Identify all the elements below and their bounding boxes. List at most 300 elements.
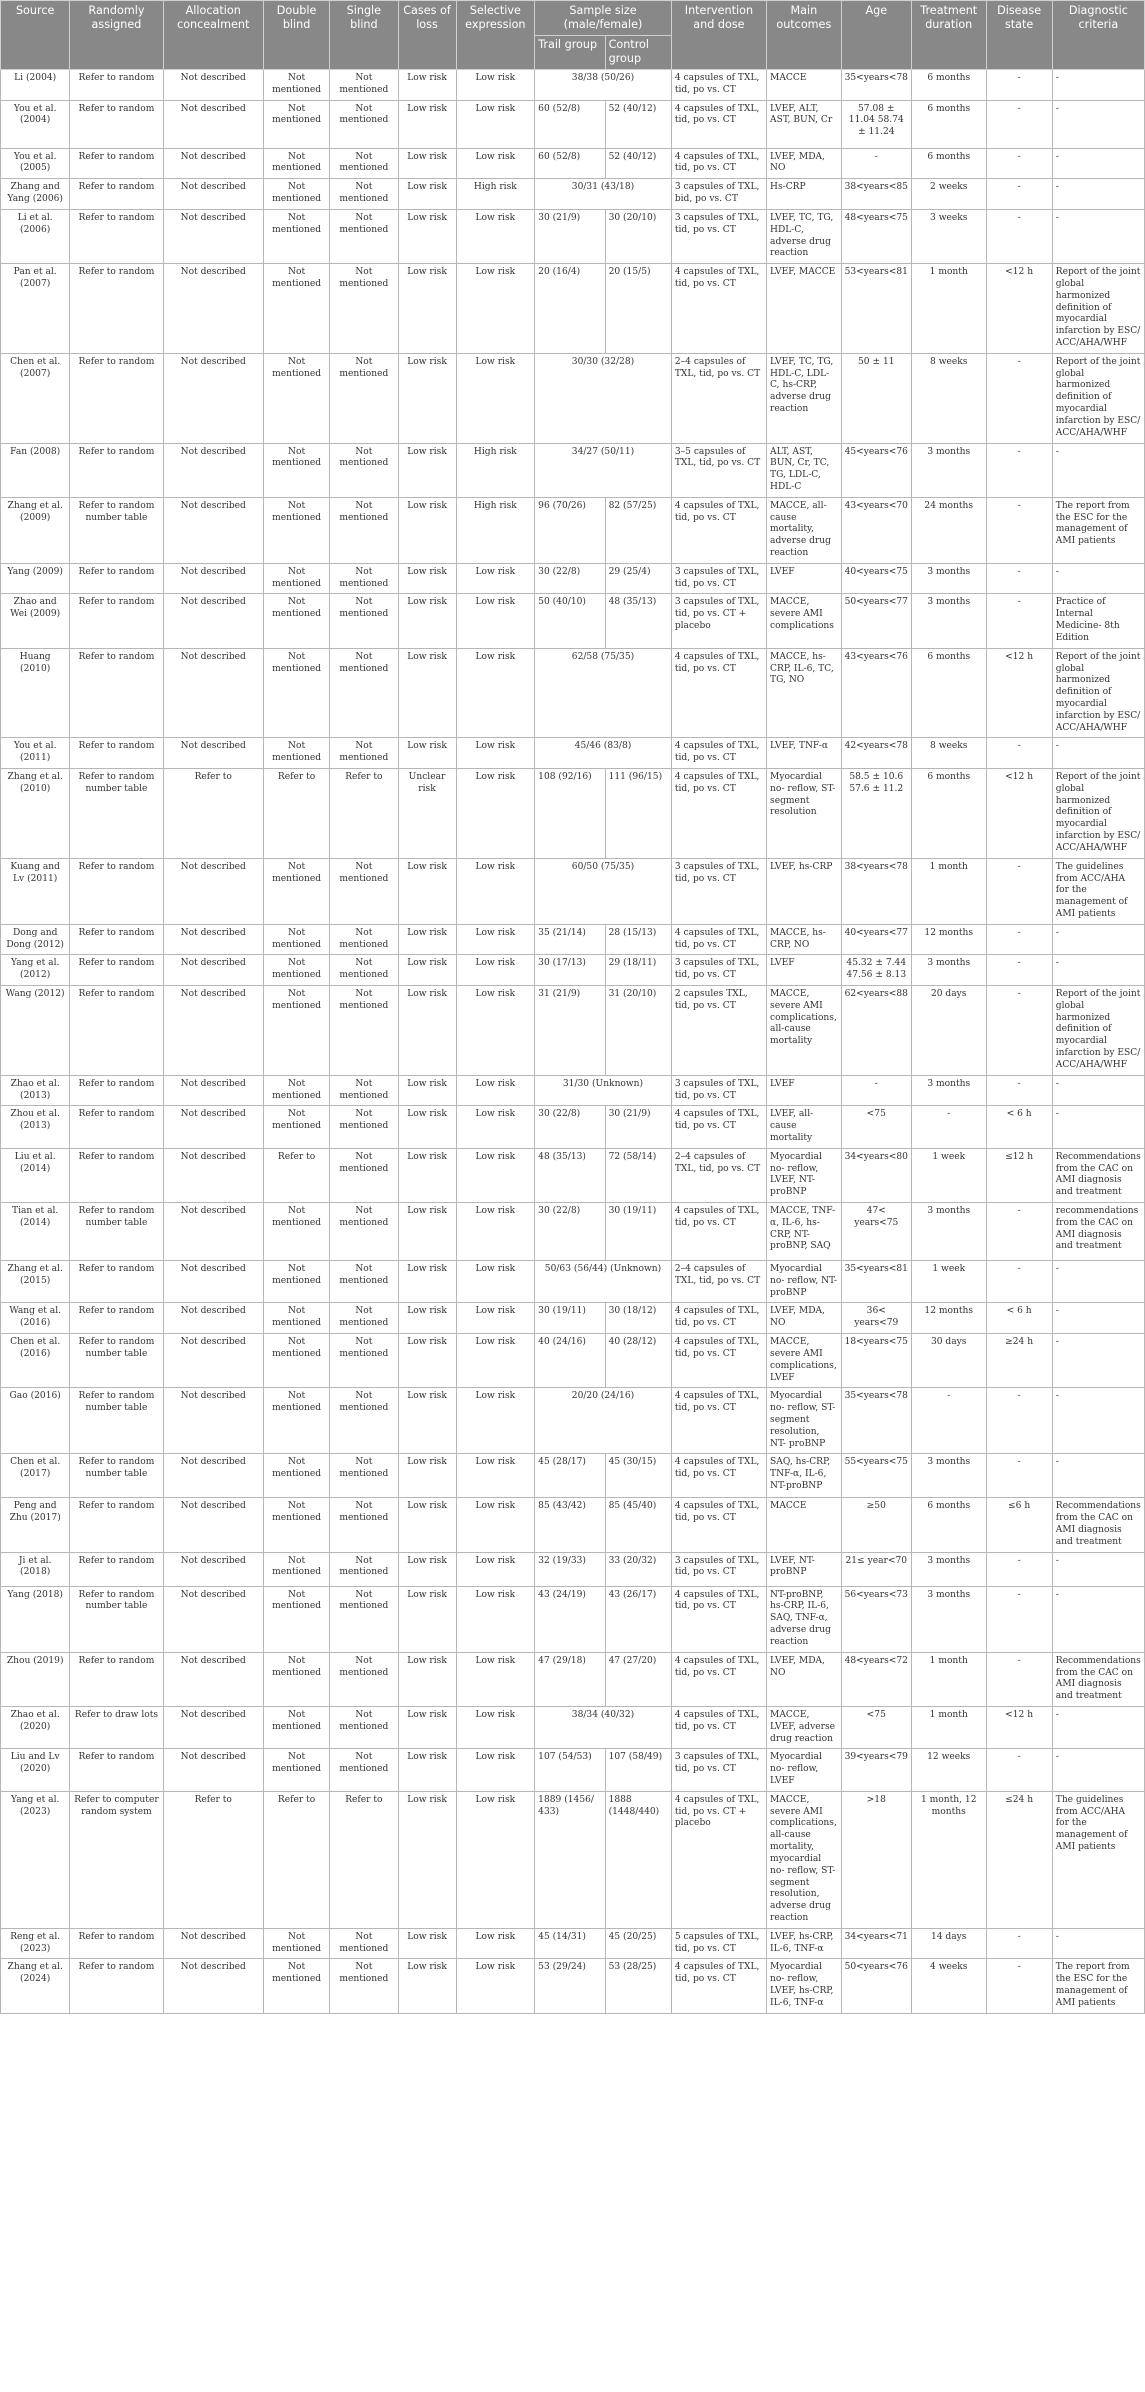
control-group-cell: 47 (27/20) (605, 1652, 671, 1706)
control-group-cell: 29 (18/11) (605, 955, 671, 986)
disease-state-cell: - (986, 443, 1052, 497)
trail-group-cell: 34/27 (50/11) (535, 443, 672, 497)
trail-group-cell: 53 (29/24) (535, 1959, 605, 2013)
trail-group-cell: 96 (70/26) (535, 497, 605, 563)
table-row (1, 769, 1145, 859)
source-cell: Zhang et al. (2010) (1, 769, 70, 859)
main-outcomes-cell: MACCE, hs- CRP, NO (767, 924, 842, 955)
table-body (1, 70, 1145, 2014)
cases-of-loss-cell: Low risk (398, 1552, 456, 1586)
control-group-cell: 82 (57/25) (605, 497, 671, 563)
age-cell: <75 (841, 1106, 911, 1148)
allocation-concealment-cell: Not described (163, 1552, 263, 1586)
trail-group-cell: 38/34 (40/32) (535, 1706, 672, 1748)
trail-group-cell: 1889 (1456/ 433) (535, 1791, 605, 1928)
diagnostic-criteria-cell: - (1052, 100, 1144, 148)
header-row (1, 1, 1145, 36)
selective-expression-cell: Low risk (456, 1791, 535, 1928)
allocation-concealment-cell: Not described (163, 209, 263, 263)
main-outcomes-cell: LVEF, MDA, NO (767, 1652, 842, 1706)
table-row (1, 1388, 1145, 1454)
treatment-duration-cell: 6 months (911, 148, 986, 179)
cases-of-loss-cell: Low risk (398, 353, 456, 443)
allocation-concealment-cell: Not described (163, 1959, 263, 2013)
selective-expression-cell: High risk (456, 179, 535, 210)
control-group-cell: 45 (30/15) (605, 1454, 671, 1498)
double-blind-cell: Not mentioned (263, 1303, 329, 1334)
treatment-duration-cell: 24 months (911, 497, 986, 563)
table-row (1, 986, 1145, 1076)
control-group-cell: 29 (25/4) (605, 563, 671, 594)
diagnostic-criteria-cell: - (1052, 70, 1144, 101)
allocation-concealment-cell: Not described (163, 1498, 263, 1552)
intervention-cell: 4 capsules of TXL, tid, po vs. CT (671, 1388, 766, 1454)
main-outcomes-cell: MACCE, severe AMI complications, all-cause mortality (767, 986, 842, 1076)
table-row (1, 100, 1145, 148)
disease-state-cell: - (986, 563, 1052, 594)
age-cell: 34<years<80 (841, 1148, 911, 1202)
control-group-cell: 30 (19/11) (605, 1203, 671, 1261)
diagnostic-criteria-cell: - (1052, 1586, 1144, 1652)
randomly-assigned-cell: Refer to random number table (70, 1586, 163, 1652)
age-cell: 56<years<73 (841, 1586, 911, 1652)
randomly-assigned-cell: Refer to random (70, 1498, 163, 1552)
disease-state-cell: - (986, 1388, 1052, 1454)
intervention-cell: 3 capsules of TXL, tid, po vs. CT + placebo (671, 594, 766, 648)
diagnostic-criteria-cell: Report of the joint global harmonized definition of myocardial infarction by ESC/ ACC/AHA/WHF (1052, 353, 1144, 443)
randomly-assigned-cell: Refer to random (70, 986, 163, 1076)
cases-of-loss-cell: Unclear risk (398, 769, 456, 859)
selective-expression-cell: Low risk (456, 1959, 535, 2013)
double-blind-cell: Not mentioned (263, 1261, 329, 1303)
cases-of-loss-cell: Low risk (398, 1791, 456, 1928)
source-cell: Wang (2012) (1, 986, 70, 1076)
control-group-cell: 107 (58/49) (605, 1749, 671, 1791)
single-blind-cell: Not mentioned (330, 858, 398, 924)
table-row (1, 955, 1145, 986)
column-subheader: Control group (605, 36, 671, 70)
trail-group-cell: 50 (40/10) (535, 594, 605, 648)
treatment-duration-cell: 3 weeks (911, 209, 986, 263)
diagnostic-criteria-cell: The guidelines from ACC/AHA for the management of AMI patients (1052, 1791, 1144, 1928)
selective-expression-cell: Low risk (456, 1706, 535, 1748)
disease-state-cell: - (986, 1928, 1052, 1959)
double-blind-cell: Not mentioned (263, 353, 329, 443)
main-outcomes-cell: Hs-CRP (767, 179, 842, 210)
diagnostic-criteria-cell: - (1052, 1106, 1144, 1148)
source-cell: Li (2004) (1, 70, 70, 101)
diagnostic-criteria-cell: Recommendations from the CAC on AMI diagnosis and treatment (1052, 1652, 1144, 1706)
selective-expression-cell: Low risk (456, 209, 535, 263)
disease-state-cell: - (986, 1261, 1052, 1303)
age-cell: 21≤ year<70 (841, 1552, 911, 1586)
single-blind-cell: Not mentioned (330, 955, 398, 986)
single-blind-cell: Not mentioned (330, 70, 398, 101)
treatment-duration-cell: 30 days (911, 1334, 986, 1388)
selective-expression-cell: High risk (456, 443, 535, 497)
cases-of-loss-cell: Low risk (398, 1706, 456, 1748)
single-blind-cell: Not mentioned (330, 1388, 398, 1454)
double-blind-cell: Not mentioned (263, 1454, 329, 1498)
control-group-cell: 31 (20/10) (605, 986, 671, 1076)
selective-expression-cell: Low risk (456, 986, 535, 1076)
age-cell: 18<years<75 (841, 1334, 911, 1388)
cases-of-loss-cell: Low risk (398, 179, 456, 210)
source-cell: Chen et al. (2007) (1, 353, 70, 443)
disease-state-cell: - (986, 148, 1052, 179)
disease-state-cell: - (986, 1652, 1052, 1706)
selective-expression-cell: Low risk (456, 1148, 535, 1202)
table-row (1, 924, 1145, 955)
intervention-cell: 4 capsules of TXL, tid, po vs. CT (671, 648, 766, 738)
intervention-cell: 4 capsules of TXL, tid, po vs. CT (671, 264, 766, 354)
allocation-concealment-cell: Not described (163, 148, 263, 179)
age-cell: ≥50 (841, 1498, 911, 1552)
double-blind-cell: Not mentioned (263, 738, 329, 769)
diagnostic-criteria-cell: Report of the joint global harmonized definition of myocardial infarction by ESC/ ACC/AHA/WHF (1052, 648, 1144, 738)
selective-expression-cell: Low risk (456, 858, 535, 924)
single-blind-cell: Not mentioned (330, 986, 398, 1076)
allocation-concealment-cell: Not described (163, 1075, 263, 1106)
double-blind-cell: Not mentioned (263, 955, 329, 986)
double-blind-cell: Not mentioned (263, 594, 329, 648)
table-row (1, 1261, 1145, 1303)
intervention-cell: 4 capsules of TXL, tid, po vs. CT (671, 738, 766, 769)
control-group-cell: 30 (20/10) (605, 209, 671, 263)
source-cell: Dong and Dong (2012) (1, 924, 70, 955)
double-blind-cell: Not mentioned (263, 648, 329, 738)
double-blind-cell: Not mentioned (263, 264, 329, 354)
control-group-cell: 33 (20/32) (605, 1552, 671, 1586)
table-row (1, 563, 1145, 594)
single-blind-cell: Not mentioned (330, 1586, 398, 1652)
table-row (1, 1148, 1145, 1202)
allocation-concealment-cell: Not described (163, 1928, 263, 1959)
control-group-cell: 111 (96/15) (605, 769, 671, 859)
trail-group-cell: 30 (22/8) (535, 1203, 605, 1261)
selective-expression-cell: Low risk (456, 353, 535, 443)
disease-state-cell: - (986, 955, 1052, 986)
randomly-assigned-cell: Refer to random number table (70, 1203, 163, 1261)
double-blind-cell: Refer to (263, 1148, 329, 1202)
double-blind-cell: Not mentioned (263, 1334, 329, 1388)
cases-of-loss-cell: Low risk (398, 858, 456, 924)
source-cell: Liu and Lv (2020) (1, 1749, 70, 1791)
double-blind-cell: Not mentioned (263, 497, 329, 563)
source-cell: Pan et al. (2007) (1, 264, 70, 354)
disease-state-cell: - (986, 1749, 1052, 1791)
allocation-concealment-cell: Not described (163, 1334, 263, 1388)
table-row (1, 264, 1145, 354)
single-blind-cell: Not mentioned (330, 497, 398, 563)
allocation-concealment-cell: Not described (163, 443, 263, 497)
randomly-assigned-cell: Refer to random (70, 738, 163, 769)
table-row (1, 1334, 1145, 1388)
cases-of-loss-cell: Low risk (398, 986, 456, 1076)
trail-group-cell: 30/30 (32/28) (535, 353, 672, 443)
main-outcomes-cell: LVEF, all-cause mortality (767, 1106, 842, 1148)
source-cell: Zhang et al. (2024) (1, 1959, 70, 2013)
trail-group-cell: 45 (28/17) (535, 1454, 605, 1498)
column-header: Disease state (986, 1, 1052, 70)
cases-of-loss-cell: Low risk (398, 594, 456, 648)
disease-state-cell: - (986, 1586, 1052, 1652)
intervention-cell: 3 capsules of TXL, tid, po vs. CT (671, 955, 766, 986)
trail-group-cell: 30 (19/11) (535, 1303, 605, 1334)
age-cell: 34<years<71 (841, 1928, 911, 1959)
cases-of-loss-cell: Low risk (398, 497, 456, 563)
disease-state-cell: - (986, 738, 1052, 769)
control-group-cell: 52 (40/12) (605, 148, 671, 179)
trail-group-cell: 30 (17/13) (535, 955, 605, 986)
table-row (1, 497, 1145, 563)
trail-group-cell: 30 (22/8) (535, 1106, 605, 1148)
allocation-concealment-cell: Not described (163, 1303, 263, 1334)
selective-expression-cell: Low risk (456, 1106, 535, 1148)
single-blind-cell: Refer to (330, 1791, 398, 1928)
randomly-assigned-cell: Refer to random (70, 1261, 163, 1303)
single-blind-cell: Refer to (330, 769, 398, 859)
treatment-duration-cell: 1 week (911, 1148, 986, 1202)
source-cell: Wang et al. (2016) (1, 1303, 70, 1334)
age-cell: 36< years<79 (841, 1303, 911, 1334)
table-row (1, 1075, 1145, 1106)
treatment-duration-cell: 1 month, 12 months (911, 1791, 986, 1928)
age-cell: 43<years<76 (841, 648, 911, 738)
control-group-cell: 72 (58/14) (605, 1148, 671, 1202)
double-blind-cell: Not mentioned (263, 1749, 329, 1791)
trail-group-cell: 47 (29/18) (535, 1652, 605, 1706)
main-outcomes-cell: LVEF (767, 1075, 842, 1106)
age-cell: 50<years<76 (841, 1959, 911, 2013)
trail-group-cell: 108 (92/16) (535, 769, 605, 859)
intervention-cell: 4 capsules of TXL, tid, po vs. CT (671, 769, 766, 859)
diagnostic-criteria-cell: Practice of Internal Medicine- 8th Edition (1052, 594, 1144, 648)
treatment-duration-cell: 6 months (911, 100, 986, 148)
column-header: Double blind (263, 1, 329, 70)
cases-of-loss-cell: Low risk (398, 1928, 456, 1959)
age-cell: 39<years<79 (841, 1749, 911, 1791)
main-outcomes-cell: Myocardial no- reflow, ST- segment resolution (767, 769, 842, 859)
randomly-assigned-cell: Refer to random (70, 648, 163, 738)
randomly-assigned-cell: Refer to random (70, 1652, 163, 1706)
disease-state-cell: - (986, 209, 1052, 263)
selective-expression-cell: Low risk (456, 594, 535, 648)
intervention-cell: 3 capsules of TXL, bid, po vs. CT (671, 179, 766, 210)
treatment-duration-cell: 3 months (911, 563, 986, 594)
selective-expression-cell: Low risk (456, 1652, 535, 1706)
selective-expression-cell: Low risk (456, 1203, 535, 1261)
intervention-cell: 4 capsules of TXL, tid, po vs. CT (671, 100, 766, 148)
diagnostic-criteria-cell: Report of the joint global harmonized definition of myocardial infarction by ESC/ ACC/AHA/WHF (1052, 769, 1144, 859)
randomly-assigned-cell: Refer to random (70, 443, 163, 497)
control-group-cell: 52 (40/12) (605, 100, 671, 148)
treatment-duration-cell: 6 months (911, 70, 986, 101)
double-blind-cell: Not mentioned (263, 148, 329, 179)
selective-expression-cell: Low risk (456, 1552, 535, 1586)
table-row (1, 1586, 1145, 1652)
disease-state-cell: - (986, 179, 1052, 210)
source-cell: Zhang et al. (2009) (1, 497, 70, 563)
double-blind-cell: Not mentioned (263, 1388, 329, 1454)
allocation-concealment-cell: Not described (163, 1706, 263, 1748)
double-blind-cell: Not mentioned (263, 209, 329, 263)
single-blind-cell: Not mentioned (330, 594, 398, 648)
intervention-cell: 3 capsules of TXL, tid, po vs. CT (671, 209, 766, 263)
age-cell: 50 ± 11 (841, 353, 911, 443)
table-row (1, 1454, 1145, 1498)
allocation-concealment-cell: Not described (163, 179, 263, 210)
main-outcomes-cell: MACCE (767, 70, 842, 101)
table-row (1, 1552, 1145, 1586)
column-header: Intervention and dose (671, 1, 766, 70)
diagnostic-criteria-cell: - (1052, 1075, 1144, 1106)
diagnostic-criteria-cell: Report of the joint global harmonized definition of myocardial infarction by ESC/ ACC/AHA/WHF (1052, 264, 1144, 354)
single-blind-cell: Not mentioned (330, 1959, 398, 2013)
allocation-concealment-cell: Not described (163, 1586, 263, 1652)
trail-group-cell: 20 (16/4) (535, 264, 605, 354)
cases-of-loss-cell: Low risk (398, 1959, 456, 2013)
single-blind-cell: Not mentioned (330, 1498, 398, 1552)
main-outcomes-cell: Myocardial no- reflow, LVEF (767, 1749, 842, 1791)
disease-state-cell: - (986, 1075, 1052, 1106)
source-cell: Yang et al. (2023) (1, 1791, 70, 1928)
source-cell: Zhao and Wei (2009) (1, 594, 70, 648)
trail-group-cell: 85 (43/42) (535, 1498, 605, 1552)
randomly-assigned-cell: Refer to random number table (70, 1334, 163, 1388)
intervention-cell: 3–5 capsules of TXL, tid, po vs. CT (671, 443, 766, 497)
age-cell: 47< years<75 (841, 1203, 911, 1261)
diagnostic-criteria-cell: - (1052, 1749, 1144, 1791)
selective-expression-cell: Low risk (456, 100, 535, 148)
treatment-duration-cell: 6 months (911, 1498, 986, 1552)
source-cell: Gao (2016) (1, 1388, 70, 1454)
randomly-assigned-cell: Refer to random (70, 1075, 163, 1106)
single-blind-cell: Not mentioned (330, 148, 398, 179)
table-row (1, 594, 1145, 648)
disease-state-cell: - (986, 100, 1052, 148)
cases-of-loss-cell: Low risk (398, 1303, 456, 1334)
intervention-cell: 4 capsules of TXL, tid, po vs. CT (671, 1959, 766, 2013)
treatment-duration-cell: 3 months (911, 443, 986, 497)
intervention-cell: 3 capsules of TXL, tid, po vs. CT (671, 563, 766, 594)
selective-expression-cell: Low risk (456, 1303, 535, 1334)
disease-state-cell: - (986, 1203, 1052, 1261)
single-blind-cell: Not mentioned (330, 738, 398, 769)
column-header: Single blind (330, 1, 398, 70)
double-blind-cell: Not mentioned (263, 924, 329, 955)
disease-state-cell: - (986, 1454, 1052, 1498)
column-header: Cases of loss (398, 1, 456, 70)
source-cell: You et al. (2011) (1, 738, 70, 769)
intervention-cell: 4 capsules of TXL, tid, po vs. CT (671, 1203, 766, 1261)
source-cell: Peng and Zhu (2017) (1, 1498, 70, 1552)
randomly-assigned-cell: Refer to random (70, 1928, 163, 1959)
age-cell: 48<years<72 (841, 1652, 911, 1706)
cases-of-loss-cell: Low risk (398, 1334, 456, 1388)
main-outcomes-cell: LVEF, NT- proBNP (767, 1552, 842, 1586)
source-cell: Yang (2009) (1, 563, 70, 594)
randomly-assigned-cell: Refer to random (70, 70, 163, 101)
single-blind-cell: Not mentioned (330, 209, 398, 263)
randomly-assigned-cell: Refer to random (70, 1749, 163, 1791)
allocation-concealment-cell: Not described (163, 986, 263, 1076)
allocation-concealment-cell: Not described (163, 1203, 263, 1261)
main-outcomes-cell: LVEF, hs-CRP (767, 858, 842, 924)
age-cell: 55<years<75 (841, 1454, 911, 1498)
trail-group-cell: 43 (24/19) (535, 1586, 605, 1652)
diagnostic-criteria-cell: - (1052, 1706, 1144, 1748)
double-blind-cell: Not mentioned (263, 443, 329, 497)
single-blind-cell: Not mentioned (330, 1303, 398, 1334)
single-blind-cell: Not mentioned (330, 443, 398, 497)
trail-group-cell: 35 (21/14) (535, 924, 605, 955)
disease-state-cell: - (986, 986, 1052, 1076)
table-row (1, 353, 1145, 443)
intervention-cell: 5 capsules of TXL, tid, po vs. CT (671, 1928, 766, 1959)
main-outcomes-cell: NT-proBNP, hs-CRP, IL-6, SAQ, TNF-α, adverse drug reaction (767, 1586, 842, 1652)
selective-expression-cell: Low risk (456, 1261, 535, 1303)
treatment-duration-cell: 12 months (911, 924, 986, 955)
cases-of-loss-cell: Low risk (398, 1749, 456, 1791)
single-blind-cell: Not mentioned (330, 1928, 398, 1959)
column-header: Allocation concealment (163, 1, 263, 70)
disease-state-cell: <12 h (986, 264, 1052, 354)
single-blind-cell: Not mentioned (330, 648, 398, 738)
trail-group-cell: 60 (52/8) (535, 148, 605, 179)
main-outcomes-cell: MACCE (767, 1498, 842, 1552)
trail-group-cell: 62/58 (75/35) (535, 648, 672, 738)
trail-group-cell: 40 (24/16) (535, 1334, 605, 1388)
selective-expression-cell: Low risk (456, 955, 535, 986)
single-blind-cell: Not mentioned (330, 563, 398, 594)
column-header: Selective expression (456, 1, 535, 70)
main-outcomes-cell: LVEF, TC, TG, HDL-C, LDL-C, hs-CRP, adverse drug reaction (767, 353, 842, 443)
main-outcomes-cell: LVEF, ALT, AST, BUN, Cr (767, 100, 842, 148)
selective-expression-cell: Low risk (456, 563, 535, 594)
table-row (1, 1791, 1145, 1928)
disease-state-cell: - (986, 1552, 1052, 1586)
intervention-cell: 2–4 capsules of TXL, tid, po vs. CT (671, 1261, 766, 1303)
age-cell: 45<years<76 (841, 443, 911, 497)
source-cell: Tian et al. (2014) (1, 1203, 70, 1261)
age-cell: 35<years<81 (841, 1261, 911, 1303)
table-row (1, 738, 1145, 769)
age-cell: <75 (841, 1706, 911, 1748)
single-blind-cell: Not mentioned (330, 1261, 398, 1303)
disease-state-cell: <12 h (986, 1706, 1052, 1748)
main-outcomes-cell: MACCE, TNF-α, IL-6, hs-CRP, NT- proBNP, SAQ (767, 1203, 842, 1261)
single-blind-cell: Not mentioned (330, 1203, 398, 1261)
randomly-assigned-cell: Refer to random (70, 179, 163, 210)
intervention-cell: 4 capsules of TXL, tid, po vs. CT (671, 148, 766, 179)
column-header: Source (1, 1, 70, 70)
main-outcomes-cell: LVEF (767, 955, 842, 986)
disease-state-cell: - (986, 70, 1052, 101)
treatment-duration-cell: 3 months (911, 1586, 986, 1652)
disease-state-cell: < 6 h (986, 1303, 1052, 1334)
treatment-duration-cell: 6 months (911, 769, 986, 859)
double-blind-cell: Not mentioned (263, 858, 329, 924)
trail-group-cell: 107 (54/53) (535, 1749, 605, 1791)
diagnostic-criteria-cell: - (1052, 443, 1144, 497)
age-cell: 57.08 ± 11.04 58.74 ± 11.24 (841, 100, 911, 148)
allocation-concealment-cell: Not described (163, 100, 263, 148)
cases-of-loss-cell: Low risk (398, 955, 456, 986)
intervention-cell: 4 capsules of TXL, tid, po vs. CT (671, 70, 766, 101)
intervention-cell: 3 capsules of TXL, tid, po vs. CT (671, 1749, 766, 1791)
treatment-duration-cell: 12 months (911, 1303, 986, 1334)
